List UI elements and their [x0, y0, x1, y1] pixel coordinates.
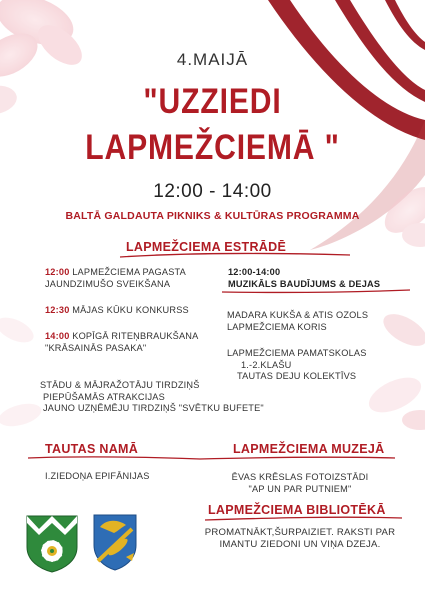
muzejs-heading: LAPMEŽCIEMA MUZEJĀ: [233, 442, 385, 456]
coat-of-arms-rose-icon: [24, 513, 80, 573]
event-subtitle: BALTĀ GALDAUTA PIKNIKS & KULTŪRAS PROGRAMMA: [65, 210, 360, 222]
estrade-item-3: 14:00 KOPĪGĀ RITEŅBRAUKŠANA "KRĀSAINĀS PASAKA": [45, 331, 199, 353]
estrade-market: STĀDU & MĀJRAŽOTĀJU TIRDZIŅŠ PIEPŪŠAMĀS ATRAKCIJAS JAUNO UZŅĒMĒJU TIRDZIŅŠ "SVĒTKU BUFETE": [40, 380, 264, 413]
event-date: 4.MAIJĀ: [176, 50, 249, 69]
item-time: 14:00: [45, 331, 70, 341]
estrade-heading: LAPMEŽCIEMA ESTRĀDĒ: [126, 240, 287, 254]
event-time: 12:00 - 14:00: [153, 181, 272, 202]
flower-decoration-icon: [0, 312, 44, 430]
estrade-performer-1: MADARA KUKŠA & ATIS OZOLS LAPMEŽCIEMA KORIS: [227, 310, 369, 332]
estrade-item-2: 12:30 MĀJAS KŪKU KONKURSS: [45, 305, 189, 315]
estrade-item-1: 12:00 LAPMEŽCIEMA PAGASTA JAUNDZIMUŠO SVEIKŠANA: [45, 267, 186, 289]
item-time: 12:30: [45, 305, 70, 315]
coat-of-arms-fish-icon: [92, 513, 138, 571]
tautas-nams-heading: TAUTAS NAMĀ: [45, 442, 139, 456]
estrade-music-block: 12:00-14:00 MUZIKĀLS BAUDĪJUMS & DEJAS: [228, 267, 381, 289]
muzejs-exhibition: ĒVAS KRĒSLAS FOTOIZSTĀDI "AP UN PAR PUTNIEM": [231, 472, 369, 494]
event-title-line1: "UZZIEDI: [143, 82, 282, 121]
item-time: 12:00: [45, 267, 70, 277]
estrade-performer-2: LAPMEŽCIEMA PAMATSKOLAS 1.-2.KLAŠU TAUTAS DEJU KOLEKTĪVS: [227, 348, 367, 381]
tautas-nams-item: I.ZIEDOŅA EPIFĀNIJAS: [45, 471, 150, 481]
event-title-line2: LAPMEŽCIEMĀ ": [85, 128, 340, 167]
biblioteka-program: PROMATNĀKT,ŠURPAIZIET. RAKSTI PAR IMANTU ZIEDONI UN VIŅA DZEJA.: [204, 527, 396, 550]
biblioteka-heading: LAPMEŽCIEMA BIBLIOTĒKĀ: [208, 503, 386, 517]
